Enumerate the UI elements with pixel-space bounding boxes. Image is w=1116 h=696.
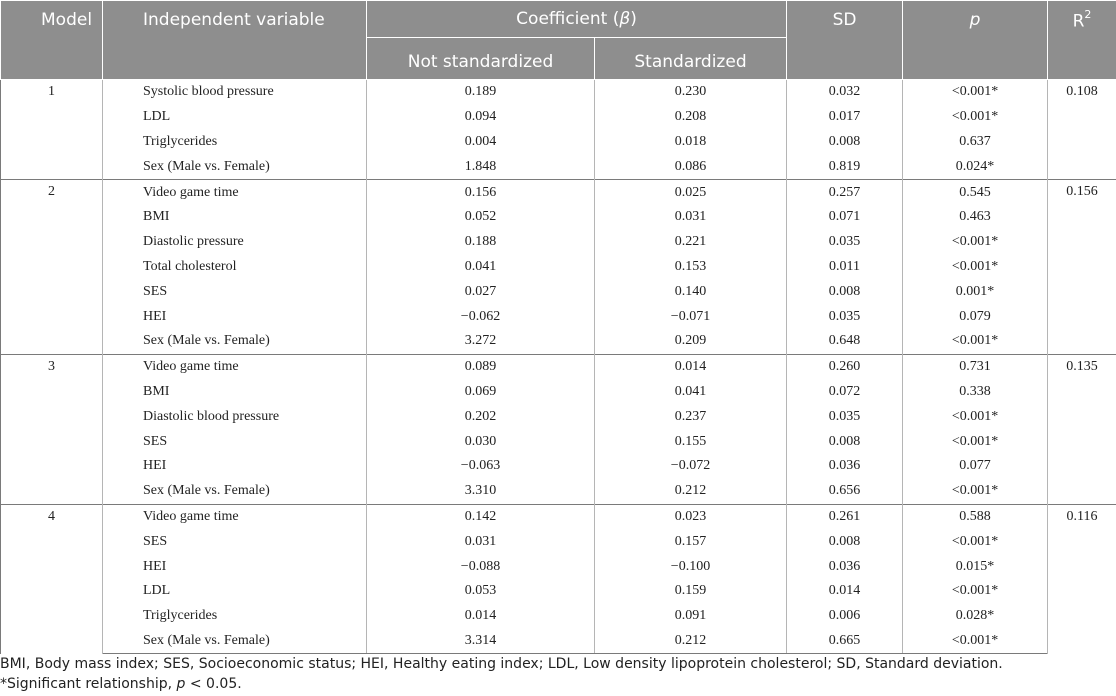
not-standardized-cell: −0.063 xyxy=(367,454,595,479)
standardized-cell: 0.209 xyxy=(595,329,787,354)
variable-cell: HEI xyxy=(103,304,367,329)
sd-cell: 0.071 xyxy=(787,205,903,230)
table-header xyxy=(1,1,1116,80)
model-number-cell: 1 xyxy=(1,80,103,180)
footnotes xyxy=(0,654,1003,694)
p-value-cell: <0.001* xyxy=(903,529,1048,554)
variable-cell: Sex (Male vs. Female) xyxy=(103,629,367,654)
p-value-cell: <0.001* xyxy=(903,80,1048,105)
not-standardized-cell: 0.069 xyxy=(367,380,595,405)
sd-cell: 0.036 xyxy=(787,454,903,479)
p-value-cell: <0.001* xyxy=(903,429,1048,454)
not-standardized-cell: 3.314 xyxy=(367,629,595,654)
p-value-cell: <0.001* xyxy=(903,329,1048,354)
table-row xyxy=(1,255,1116,280)
standardized-cell: 0.091 xyxy=(595,604,787,629)
variable-cell: Diastolic blood pressure xyxy=(103,404,367,429)
sd-cell: 0.261 xyxy=(787,504,903,529)
not-standardized-cell: 0.031 xyxy=(367,529,595,554)
sd-cell: 0.072 xyxy=(787,380,903,405)
not-standardized-cell: 1.848 xyxy=(367,154,595,179)
p-value-cell: 0.637 xyxy=(903,130,1048,155)
variable-cell: SES xyxy=(103,529,367,554)
p-value-cell: <0.001* xyxy=(903,404,1048,429)
p-value-cell: 0.079 xyxy=(903,304,1048,329)
table-row xyxy=(1,304,1116,329)
standardized-cell: 0.086 xyxy=(595,154,787,179)
standardized-cell: 0.025 xyxy=(595,180,787,205)
not-standardized-cell: 0.189 xyxy=(367,80,595,105)
not-standardized-cell: 0.027 xyxy=(367,279,595,304)
sd-cell: 0.665 xyxy=(787,629,903,654)
p-value-cell: <0.001* xyxy=(903,579,1048,604)
sd-cell: 0.017 xyxy=(787,105,903,130)
not-standardized-cell: 0.188 xyxy=(367,230,595,255)
sd-cell: 0.656 xyxy=(787,479,903,504)
variable-cell: LDL xyxy=(103,105,367,130)
header-coefficient-close: ) xyxy=(630,9,637,29)
header-coefficient-label: Coefficient ( xyxy=(516,9,620,29)
not-standardized-cell: 0.014 xyxy=(367,604,595,629)
sd-cell: 0.006 xyxy=(787,604,903,629)
standardized-cell: 0.140 xyxy=(595,279,787,304)
r2-cell: 0.116 xyxy=(1048,504,1116,654)
not-standardized-cell: 0.004 xyxy=(367,130,595,155)
table-row xyxy=(1,80,1116,105)
r2-cell: 0.156 xyxy=(1048,180,1116,355)
header-r2-sup: 2 xyxy=(1084,8,1092,21)
p-value-cell: <0.001* xyxy=(903,629,1048,654)
sd-cell: 0.819 xyxy=(787,154,903,179)
beta-symbol: β xyxy=(619,9,631,29)
header-r2-base: R xyxy=(1072,11,1085,32)
table-row xyxy=(1,629,1116,654)
table-row xyxy=(1,404,1116,429)
sd-cell: 0.014 xyxy=(787,579,903,604)
variable-cell: SES xyxy=(103,279,367,304)
table-body xyxy=(1,80,1116,654)
sd-cell: 0.008 xyxy=(787,429,903,454)
p-value-cell: 0.338 xyxy=(903,380,1048,405)
table-row xyxy=(1,354,1116,379)
header-r2 xyxy=(1048,1,1116,80)
standardized-cell: 0.023 xyxy=(595,504,787,529)
header-p: p xyxy=(903,1,1048,80)
r2-cell: 0.135 xyxy=(1048,354,1116,504)
footnote-significance-prefix: *Significant relationship, xyxy=(0,676,177,692)
table-row xyxy=(1,154,1116,179)
variable-cell: HEI xyxy=(103,454,367,479)
variable-cell: BMI xyxy=(103,380,367,405)
not-standardized-cell: 0.202 xyxy=(367,404,595,429)
not-standardized-cell: 3.272 xyxy=(367,329,595,354)
variable-cell: BMI xyxy=(103,205,367,230)
table-row xyxy=(1,279,1116,304)
p-value-cell: 0.001* xyxy=(903,279,1048,304)
not-standardized-cell: 0.030 xyxy=(367,429,595,454)
table-row xyxy=(1,130,1116,155)
footnote-significance-p: p xyxy=(176,676,186,692)
standardized-cell: 0.208 xyxy=(595,105,787,130)
standardized-cell: 0.041 xyxy=(595,380,787,405)
sd-cell: 0.260 xyxy=(787,354,903,379)
model-number-cell: 2 xyxy=(1,180,103,355)
variable-cell: Total cholesterol xyxy=(103,255,367,280)
table-row xyxy=(1,479,1116,504)
not-standardized-cell: 0.156 xyxy=(367,180,595,205)
standardized-cell: 0.212 xyxy=(595,479,787,504)
not-standardized-cell: 0.041 xyxy=(367,255,595,280)
p-value-cell: 0.028* xyxy=(903,604,1048,629)
sd-cell: 0.257 xyxy=(787,180,903,205)
p-value-cell: <0.001* xyxy=(903,105,1048,130)
footnote-significance xyxy=(0,674,1003,694)
table-row xyxy=(1,454,1116,479)
table-row xyxy=(1,105,1116,130)
table-row xyxy=(1,529,1116,554)
standardized-cell: 0.221 xyxy=(595,230,787,255)
standardized-cell: −0.072 xyxy=(595,454,787,479)
p-value-cell: <0.001* xyxy=(903,255,1048,280)
table-row xyxy=(1,604,1116,629)
standardized-cell: −0.100 xyxy=(595,554,787,579)
variable-cell: Video game time xyxy=(103,180,367,205)
p-value-cell: 0.588 xyxy=(903,504,1048,529)
not-standardized-cell: −0.088 xyxy=(367,554,595,579)
footnote-abbreviations: BMI, Body mass index; SES, Socioeconomic status; HEI, Healthy eating index; LDL, Low density lipoprotein cholesterol; SD, Standard deviation. xyxy=(0,656,1003,672)
not-standardized-cell: 0.053 xyxy=(367,579,595,604)
variable-cell: Triglycerides xyxy=(103,130,367,155)
p-value-cell: 0.077 xyxy=(903,454,1048,479)
standardized-cell: −0.071 xyxy=(595,304,787,329)
sd-cell: 0.011 xyxy=(787,255,903,280)
header-independent-variable: Independent variable xyxy=(103,1,367,80)
standardized-cell: 0.018 xyxy=(595,130,787,155)
footnote-significance-suffix: < 0.05. xyxy=(185,676,242,692)
not-standardized-cell: −0.062 xyxy=(367,304,595,329)
r2-cell: 0.108 xyxy=(1048,80,1116,180)
sd-cell: 0.035 xyxy=(787,404,903,429)
variable-cell: Sex (Male vs. Female) xyxy=(103,479,367,504)
variable-cell: Video game time xyxy=(103,504,367,529)
model-number-cell: 4 xyxy=(1,504,103,654)
variable-cell: LDL xyxy=(103,579,367,604)
sd-cell: 0.008 xyxy=(787,130,903,155)
variable-cell: Sex (Male vs. Female) xyxy=(103,154,367,179)
standardized-cell: 0.153 xyxy=(595,255,787,280)
standardized-cell: 0.014 xyxy=(595,354,787,379)
header-sd: SD xyxy=(787,1,903,80)
header-standardized: Standardized xyxy=(595,38,787,80)
sd-cell: 0.648 xyxy=(787,329,903,354)
standardized-cell: 0.155 xyxy=(595,429,787,454)
sd-cell: 0.008 xyxy=(787,279,903,304)
header-model: Model xyxy=(1,1,103,80)
variable-cell: Systolic blood pressure xyxy=(103,80,367,105)
table-row xyxy=(1,380,1116,405)
standardized-cell: 0.230 xyxy=(595,80,787,105)
not-standardized-cell: 0.052 xyxy=(367,205,595,230)
p-value-cell: 0.731 xyxy=(903,354,1048,379)
header-coefficient xyxy=(367,1,787,38)
variable-cell: Triglycerides xyxy=(103,604,367,629)
variable-cell: Sex (Male vs. Female) xyxy=(103,329,367,354)
variable-cell: SES xyxy=(103,429,367,454)
sd-cell: 0.035 xyxy=(787,230,903,255)
table-row xyxy=(1,579,1116,604)
table-row xyxy=(1,504,1116,529)
table-row xyxy=(1,329,1116,354)
table-row xyxy=(1,205,1116,230)
p-value-cell: <0.001* xyxy=(903,230,1048,255)
sd-cell: 0.036 xyxy=(787,554,903,579)
table-row xyxy=(1,180,1116,205)
standardized-cell: 0.031 xyxy=(595,205,787,230)
standardized-cell: 0.212 xyxy=(595,629,787,654)
p-value-cell: 0.463 xyxy=(903,205,1048,230)
standardized-cell: 0.157 xyxy=(595,529,787,554)
table-row xyxy=(1,429,1116,454)
p-value-cell: 0.024* xyxy=(903,154,1048,179)
not-standardized-cell: 0.094 xyxy=(367,105,595,130)
not-standardized-cell: 0.089 xyxy=(367,354,595,379)
standardized-cell: 0.237 xyxy=(595,404,787,429)
variable-cell: Diastolic pressure xyxy=(103,230,367,255)
not-standardized-cell: 0.142 xyxy=(367,504,595,529)
sd-cell: 0.008 xyxy=(787,529,903,554)
table-row xyxy=(1,230,1116,255)
table-row xyxy=(1,554,1116,579)
p-value-cell: 0.015* xyxy=(903,554,1048,579)
header-not-standardized: Not standardized xyxy=(367,38,595,80)
p-value-cell: <0.001* xyxy=(903,479,1048,504)
standardized-cell: 0.159 xyxy=(595,579,787,604)
variable-cell: HEI xyxy=(103,554,367,579)
model-number-cell: 3 xyxy=(1,354,103,504)
variable-cell: Video game time xyxy=(103,354,367,379)
p-value-cell: 0.545 xyxy=(903,180,1048,205)
sd-cell: 0.032 xyxy=(787,80,903,105)
not-standardized-cell: 3.310 xyxy=(367,479,595,504)
sd-cell: 0.035 xyxy=(787,304,903,329)
